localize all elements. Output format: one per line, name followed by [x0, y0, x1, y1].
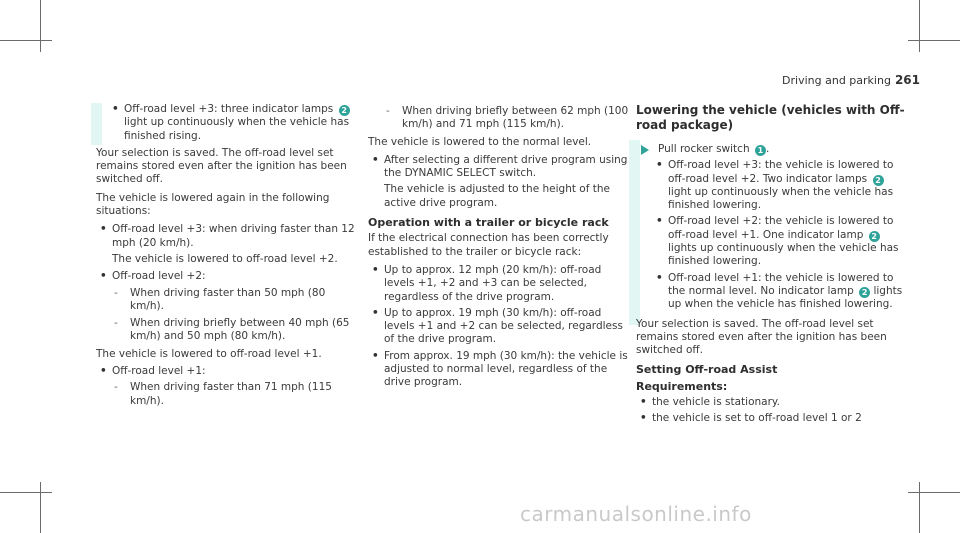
- indicator-lamp-badge: 2: [869, 231, 880, 242]
- page-header: [782, 73, 920, 87]
- indicator-lamp-badge: 2: [859, 287, 870, 298]
- dash-item: - When driving briefly between 40 mph (65 km/h) and 50 mph (80 km/h).: [112, 317, 360, 344]
- list-item-note: The vehicle is lowered to off-road level +2.: [112, 252, 338, 265]
- dash-item: - When driving briefly between 62 mph (100 km/h) and 71 mph (115 km/h).: [384, 105, 630, 132]
- list-item: • Up to approx. 19 mph (30 km/h): off-road levels +1 and +2 can be selected, regardless of the drive program.: [368, 307, 630, 347]
- list-item: • the vehicle is stationary.: [636, 396, 908, 409]
- indicator-lamp-badge: 2: [339, 105, 350, 116]
- list-item: • Off-road level +3: the vehicle is lowered to off-road level +2. Two indicator lamps 2 light up continuously when the vehicle has finished lowering.: [636, 159, 908, 212]
- dash-item: - When driving faster than 50 mph (80 km/h).: [112, 287, 360, 314]
- crop-mark: [919, 0, 920, 52]
- crop-mark: [908, 492, 960, 493]
- indicator-lamp-badge: 2: [873, 175, 884, 186]
- crop-mark: [0, 40, 52, 41]
- list-item: • Off-road level +3: when driving faster than 12 mph (20 km/h).: [96, 223, 360, 250]
- list-item: • Off-road level +2: the vehicle is lowered to off-road level +1. One indicator lamp 2 lights up continuously when the vehicle has finished lowering.: [636, 215, 908, 268]
- paragraph: Your selection is saved. The off-road level set remains stored even after the ignition has been switched off.: [96, 146, 347, 186]
- column-2: [368, 103, 630, 393]
- crop-mark: [919, 482, 920, 533]
- crop-mark: [0, 492, 52, 493]
- list-item: • Off-road level +1: the vehicle is lowered to the normal level. No indicator lamp 2 lights up when the vehicle has finished lowering.: [636, 272, 908, 312]
- column-3: [636, 103, 908, 429]
- paragraph: If the electrical connection has been correctly established to the trailer or bicycle rack:: [368, 232, 609, 258]
- paragraph: The vehicle is lowered again in the following situations:: [96, 191, 330, 218]
- list-item: • the vehicle is set to off-road level 1 or 2: [636, 412, 908, 425]
- requirements-heading: Requirements:: [636, 379, 728, 393]
- crop-mark: [40, 482, 41, 533]
- paragraph: Your selection is saved. The off-road level set remains stored even after the ignition has been switched off.: [636, 317, 887, 357]
- list-item-note: The vehicle is lowered to off-road level +1.: [96, 347, 322, 360]
- list-item: • Off-road level +1:: [96, 365, 360, 378]
- page-number: 261: [894, 73, 920, 87]
- section-heading: Setting Off-road Assist: [636, 363, 778, 377]
- section-heading: Lowering the vehicle (vehicles with Off-road package): [636, 103, 905, 132]
- list-item: • After selecting a different drive program using the DYNAMIC SELECT switch.: [368, 154, 630, 181]
- crop-mark: [908, 40, 960, 41]
- list-item: • Off-road level +3: three indicator lamps 2 light up continuously when the vehicle has finished rising.: [108, 103, 360, 143]
- list-item: • Up to approx. 12 mph (20 km/h): off-road levels +1, +2 and +3 can be selected, regardless of the drive program.: [368, 264, 630, 304]
- section-heading: Operation with a trailer or bicycle rack: [368, 216, 609, 230]
- action-step: Pull rocker switch 1 .: [636, 143, 908, 156]
- column-1: [96, 103, 360, 412]
- list-item: • Off-road level +2:: [96, 270, 360, 283]
- crop-mark: [40, 0, 41, 52]
- watermark: carmanualsonline.info: [520, 502, 752, 526]
- paragraph: The vehicle is lowered to the normal level.: [368, 135, 592, 148]
- rocker-switch-badge: 1: [755, 145, 766, 156]
- list-item-note: The vehicle is adjusted to the height of the active drive program.: [384, 183, 610, 209]
- dash-item: - When driving faster than 71 mph (115 km/h).: [112, 381, 360, 408]
- section-title: Driving and parking: [782, 74, 891, 87]
- list-item: • From approx. 19 mph (30 km/h): the vehicle is adjusted to normal level, regardless of the drive program.: [368, 350, 630, 390]
